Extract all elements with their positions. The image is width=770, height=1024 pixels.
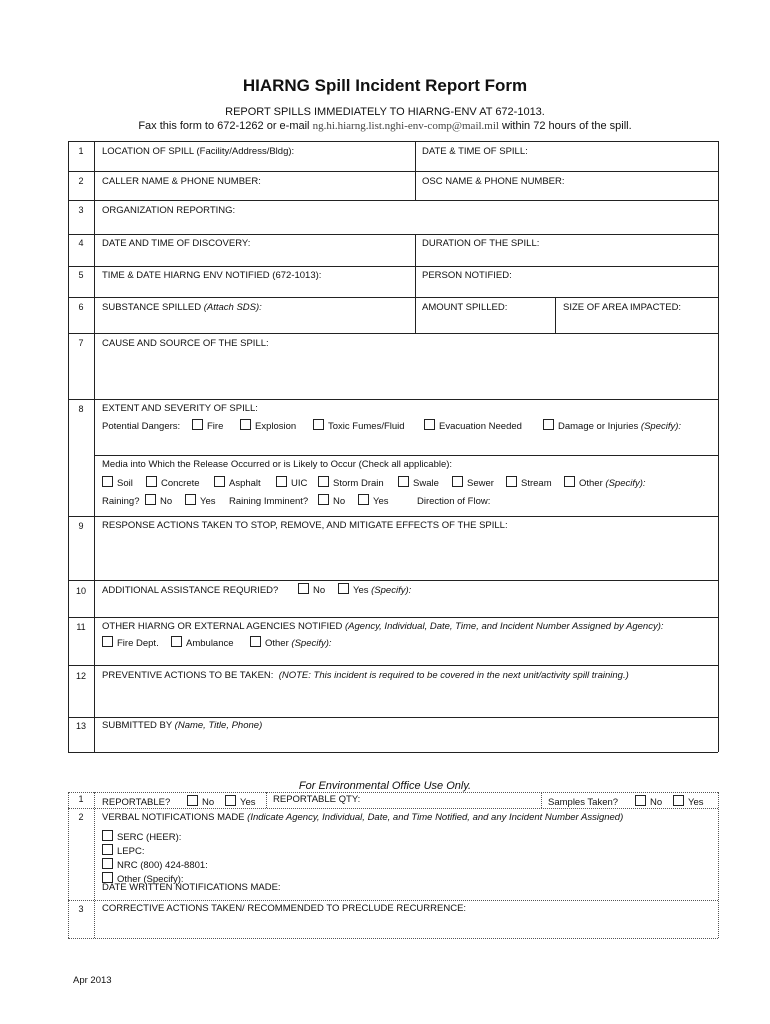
- checkbox[interactable]: [250, 636, 261, 647]
- date-time-discovery-field[interactable]: [95, 250, 414, 265]
- checkbox[interactable]: [276, 476, 287, 487]
- reportable-qty-label: REPORTABLE QTY:: [273, 794, 361, 805]
- corrective-actions-label: CORRECTIVE ACTIONS TAKEN/ RECOMMENDED TO PRECLUDE RECURRENCE:: [102, 903, 467, 914]
- checkbox[interactable]: [192, 419, 203, 430]
- verbal-notifications-text: VERBAL NOTIFICATIONS MADE: [102, 812, 245, 823]
- ambulance-option[interactable]: Ambulance: [171, 636, 234, 649]
- assistance-yes-option[interactable]: Yes (Specify):: [338, 583, 411, 596]
- additional-assistance-label: ADDITIONAL ASSISTANCE REQURIED?: [102, 585, 279, 596]
- checkbox[interactable]: [187, 795, 198, 806]
- verbal-other-option[interactable]: Other (Specify):: [102, 872, 208, 886]
- report-instruction: REPORT SPILLS IMMEDIATELY TO HIARNG-ENV AT 672-1013.: [225, 106, 545, 118]
- checkbox[interactable]: [506, 476, 517, 487]
- osc-name-field[interactable]: [416, 187, 717, 199]
- checkbox[interactable]: [564, 476, 575, 487]
- checkbox[interactable]: [452, 476, 463, 487]
- media-other-option[interactable]: Other (Specify):: [564, 476, 646, 489]
- danger-explosion-option[interactable]: Explosion: [240, 419, 296, 432]
- location-of-spill-label: LOCATION OF SPILL (Facility/Address/Bldg):: [102, 146, 295, 157]
- checkbox[interactable]: [673, 795, 684, 806]
- row-number: 2: [78, 176, 84, 186]
- person-notified-field[interactable]: [416, 282, 717, 296]
- checkbox[interactable]: [102, 476, 113, 487]
- date-time-discovery-label: DATE AND TIME OF DISCOVERY:: [102, 238, 251, 249]
- size-of-area-label: SIZE OF AREA IMPACTED:: [563, 302, 682, 313]
- checkbox[interactable]: [635, 795, 646, 806]
- amount-spilled-label: AMOUNT SPILLED:: [422, 302, 508, 313]
- checkbox[interactable]: [318, 476, 329, 487]
- media-uic-option[interactable]: UIC: [276, 476, 307, 489]
- other-agencies-text: OTHER HIARNG OR EXTERNAL AGENCIES NOTIFIED: [102, 621, 343, 632]
- preventive-actions-note: (NOTE: This incident is required to be covered in the next unit/activity spill training.): [278, 670, 629, 681]
- row-number: 2: [78, 812, 84, 822]
- row-number: 8: [78, 404, 84, 414]
- reportable-qty-field[interactable]: [360, 794, 538, 807]
- date-time-of-spill-field[interactable]: [416, 158, 717, 170]
- substance-spilled-text: SUBSTANCE SPILLED: [102, 302, 202, 313]
- osc-name-label: OSC NAME & PHONE NUMBER:: [422, 176, 565, 187]
- response-actions-field[interactable]: [95, 532, 717, 579]
- revision-date: Apr 2013: [73, 975, 112, 986]
- row-number: 9: [78, 521, 84, 531]
- row-number: 7: [78, 338, 84, 348]
- checkbox[interactable]: [398, 476, 409, 487]
- reportable-no-option[interactable]: No: [187, 795, 214, 808]
- organization-reporting-label: ORGANIZATION REPORTING:: [102, 205, 236, 216]
- checkbox[interactable]: [543, 419, 554, 430]
- checkbox[interactable]: [102, 830, 113, 841]
- response-actions-label: RESPONSE ACTIONS TAKEN TO STOP, REMOVE, AND MITIGATE EFFECTS OF THE SPILL:: [102, 520, 508, 531]
- direction-of-flow-field[interactable]: [500, 494, 717, 508]
- danger-evacuation-option[interactable]: Evacuation Needed: [424, 419, 522, 432]
- verbal-notification-list: [102, 830, 208, 886]
- media-sewer-option[interactable]: Sewer: [452, 476, 494, 489]
- raining-label: Raining?: [102, 496, 140, 507]
- duration-of-spill-field[interactable]: [416, 250, 717, 265]
- row-number: 10: [75, 586, 86, 596]
- checkbox[interactable]: [318, 494, 329, 505]
- lepc-option[interactable]: LEPC:: [102, 844, 208, 858]
- substance-spilled-note: (Attach SDS):: [203, 302, 262, 313]
- location-of-spill-field[interactable]: [95, 158, 414, 170]
- checkbox[interactable]: [298, 583, 309, 594]
- media-label: Media into Which the Release Occurred or is Likely to Occur (Check all applicable):: [102, 459, 453, 470]
- fax-pre: Fax this form to 672-1262 or e-mail: [138, 120, 310, 132]
- agency-other-option[interactable]: Other (Specify):: [250, 636, 332, 649]
- raining-yes-option[interactable]: Yes: [185, 494, 216, 507]
- submitted-by-text: SUBMITTED BY: [102, 720, 173, 731]
- size-of-area-field[interactable]: [556, 314, 717, 332]
- row-number: 3: [78, 205, 84, 215]
- checkbox[interactable]: [102, 844, 113, 855]
- amount-spilled-field[interactable]: [416, 314, 554, 332]
- checkbox[interactable]: [424, 419, 435, 430]
- row-number: 13: [75, 721, 86, 731]
- checkbox[interactable]: [225, 795, 236, 806]
- fax-post: within 72 hours of the spill.: [502, 120, 632, 132]
- substance-spilled-label: [102, 302, 262, 313]
- media-soil-option[interactable]: Soil: [102, 476, 133, 489]
- checkbox[interactable]: [338, 583, 349, 594]
- submitted-by-label: [102, 720, 262, 731]
- samples-yes-option[interactable]: Yes: [673, 795, 704, 808]
- row-number: 5: [78, 270, 84, 280]
- duration-of-spill-label: DURATION OF THE SPILL:: [422, 238, 540, 249]
- imminent-yes-option[interactable]: Yes: [358, 494, 389, 507]
- raining-imminent-label: Raining Imminent?: [229, 496, 309, 507]
- samples-taken-label: Samples Taken?: [548, 797, 619, 808]
- checkbox[interactable]: [102, 636, 113, 647]
- submitted-by-field[interactable]: [95, 733, 717, 751]
- raining-no-option[interactable]: No: [145, 494, 172, 507]
- checkbox[interactable]: [102, 858, 113, 869]
- media-swale-option[interactable]: Swale: [398, 476, 439, 489]
- imminent-no-option[interactable]: No: [318, 494, 345, 507]
- other-agencies-label: [102, 621, 664, 632]
- substance-spilled-field[interactable]: [95, 314, 414, 332]
- row-number: 1: [78, 146, 84, 156]
- extent-severity-label: EXTENT AND SEVERITY OF SPILL:: [102, 403, 258, 414]
- email-link[interactable]: ng.hi.hiarng.list.nghi-env-comp@mail.mil: [312, 120, 499, 132]
- fire-dept-option[interactable]: Fire Dept.: [102, 636, 159, 649]
- row-number: 6: [78, 302, 84, 312]
- media-asphalt-option[interactable]: Asphalt: [214, 476, 261, 489]
- row-number: 1: [78, 794, 84, 804]
- submitted-by-note: (Name, Title, Phone): [174, 720, 263, 731]
- row-number: 11: [76, 622, 86, 632]
- samples-no-option[interactable]: No: [635, 795, 662, 808]
- checkbox[interactable]: [171, 636, 182, 647]
- corrective-actions-field[interactable]: [95, 915, 717, 937]
- serc-option[interactable]: SERC (HEER):: [102, 830, 208, 844]
- row-number: 4: [78, 238, 84, 248]
- row-number: 12: [75, 671, 86, 681]
- row-number: 3: [78, 904, 84, 914]
- written-notifications-label: DATE WRITTEN NOTIFICATIONS MADE:: [102, 882, 281, 893]
- reportable-yes-option[interactable]: Yes: [225, 795, 256, 808]
- preventive-actions-field[interactable]: [95, 683, 717, 716]
- verbal-notifications-label: [102, 812, 623, 823]
- env-office-title: For Environmental Office Use Only.: [298, 780, 472, 792]
- direction-of-flow-label: Direction of Flow:: [417, 496, 491, 507]
- date-time-of-spill-label: DATE & TIME OF SPILL:: [422, 146, 528, 157]
- other-agencies-note: (Agency, Individual, Date, Time, and Incident Number Assigned by Agency):: [345, 621, 664, 632]
- checkbox[interactable]: [358, 494, 369, 505]
- checkbox[interactable]: [240, 419, 251, 430]
- cause-source-label: CAUSE AND SOURCE OF THE SPILL:: [102, 338, 269, 349]
- checkbox[interactable]: [145, 494, 156, 505]
- danger-toxic-option[interactable]: Toxic Fumes/Fluid: [313, 419, 405, 432]
- cause-source-field[interactable]: [95, 350, 717, 398]
- form-title: HIARNG Spill Incident Report Form: [242, 76, 528, 95]
- fax-instruction: [0, 120, 770, 132]
- media-concrete-option[interactable]: Concrete: [146, 476, 200, 489]
- media-stream-option[interactable]: Stream: [506, 476, 552, 489]
- caller-name-label: CALLER NAME & PHONE NUMBER:: [102, 176, 261, 187]
- preventive-actions-text: PREVENTIVE ACTIONS TO BE TAKEN:: [102, 670, 274, 681]
- danger-fire-option[interactable]: Fire: [192, 419, 223, 432]
- caller-name-field[interactable]: [95, 187, 414, 199]
- media-storm-drain-option[interactable]: Storm Drain: [318, 476, 384, 489]
- verbal-notifications-note: (Indicate Agency, Individual, Date, and Time Notified, and any Incident Number Assigned): [247, 812, 624, 823]
- env-notified-field[interactable]: [95, 282, 414, 296]
- danger-injuries-option[interactable]: Damage or Injuries (Specify):: [543, 419, 681, 432]
- checkbox[interactable]: [185, 494, 196, 505]
- preventive-actions-label: [102, 670, 629, 681]
- person-notified-label: PERSON NOTIFIED:: [422, 270, 512, 281]
- organization-reporting-field[interactable]: [95, 217, 717, 233]
- nrc-option[interactable]: NRC (800) 424-8801:: [102, 858, 208, 872]
- env-notified-label: TIME & DATE HIARNG ENV NOTIFIED (672-1013):: [102, 270, 322, 281]
- checkbox[interactable]: [146, 476, 157, 487]
- checkbox[interactable]: [313, 419, 324, 430]
- reportable-label: REPORTABLE?: [102, 797, 171, 808]
- checkbox[interactable]: [214, 476, 225, 487]
- potential-dangers-label: Potential Dangers:: [102, 421, 181, 432]
- assistance-no-option[interactable]: No: [298, 583, 325, 596]
